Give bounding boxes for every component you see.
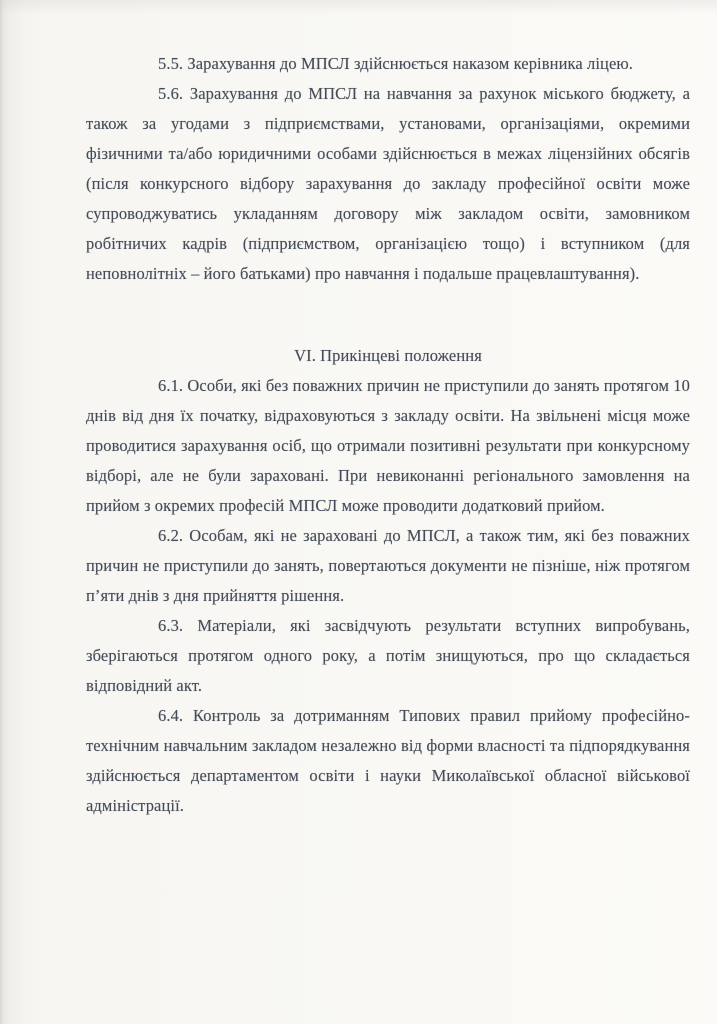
document-text-block: [86, 49, 690, 821]
paragraph-6-4: 6.4. Контроль за дотриманням Типових правил прийому професійно-технічним навчальним закладом незалежно від форми власності та підпорядкування здійснюється департаментом освіти і науки Миколаївської обласної військової адміністрації.: [86, 706, 690, 815]
paragraph-6-2: 6.2. Особам, які не зараховані до МПСЛ, а також тим, які без поважних причин не приступили до занять, повертаються документи не пізніше, ніж протягом п’яти днів з дня прийняття рішення.: [86, 526, 690, 605]
paragraph-5-6: 5.6. Зарахування до МПСЛ на навчання за рахунок міського бюджету, а також за угодами з підприємствами, установами, організаціями, окремими фізичними та/або юридичними особами здійснюється в межах ліцензійних обсягів (після конкурсного відбору зарахування до закладу професійної освіти може супроводжуватись укладанням договору між закладом освіти, замовником робітничих кадрів (підприємством, організацією тощо) і вступником (для неповнолітніх – його батьками) про навчання і подальше працевлаштування).: [86, 84, 690, 283]
paragraph-6-3: 6.3. Матеріали, які засвідчують результати вступних випробувань, зберігаються протягом одного року, а потім знищуються, про що складається відповідний акт.: [86, 616, 690, 695]
paragraph-6-1: 6.1. Особи, які без поважних причин не приступили до занять протягом 10 днів від дня їх початку, відраховуються з закладу освіти. На звільнені місця може проводитися зарахування осіб, що отримали позитивні результати при конкурсному відборі, але не були зараховані. При невиконанні регіонального замовлення на прийом з окремих професій МПСЛ може проводити додатковий прийом.: [86, 376, 690, 515]
section-6-heading: VI. Прикінцеві положення: [294, 346, 482, 365]
paragraph-5-5: 5.5. Зарахування до МПСЛ здійснюється наказом керівника ліцею.: [158, 54, 634, 73]
